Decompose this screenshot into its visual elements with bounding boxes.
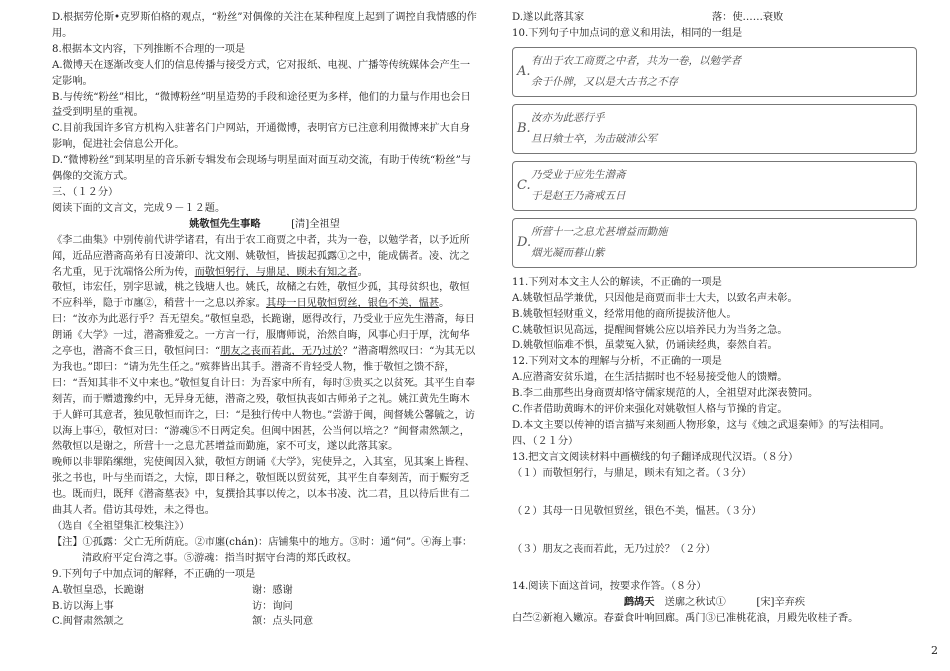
q8-option-a: A.微博天在逐渐改变人们的信息传播与接受方式，它对报纸、电视、广播等传统媒体会产生一定影响。 — [52, 59, 471, 87]
q8-option-d: D.“微博粉丝”到某明星的音乐新专辑发布会现场与明星面对面互动交流，有助于传统“粉丝”与偶像的交流方式。 — [52, 155, 471, 183]
q10a-letter: A. — [517, 63, 531, 79]
passage-source: （选自《全祖望集汇校集注》） — [52, 521, 190, 532]
q10-option-d — [512, 218, 917, 268]
p2-underlined-a: 其母一日见敬恒贸丝，银色不美，愠甚 — [265, 298, 440, 310]
poem-title: 鹧鸪天 — [623, 596, 655, 609]
poem-author: [宋]辛弃疾 — [756, 597, 806, 609]
page-number: 2 — [931, 644, 938, 657]
q13-part-2: （２）其母一日见敬恒贸丝，银色不美，愠甚。（３分） — [512, 505, 762, 517]
left-column — [52, 10, 477, 630]
q13-answer-space-3 — [512, 557, 917, 579]
passage-author: [清]全祖望 — [291, 218, 340, 230]
p1-text: 《李二曲集》中别传前代讲学诸君，有出于农工商贾之中者，共为一卷，以勉学者，以予近所闻，近品应潜斋高弟有日凌萧印、沈文刚、姚敬恒，皆拔起孤露①之中，能成儒者。凌、沈之名尤重，见于沈端恪公所为传， — [52, 234, 470, 278]
q8-stem: 8.根据本文内容，下列推断不合理的一项是 — [52, 43, 246, 55]
q9-option-b — [52, 599, 477, 615]
q9-stem: 9.下列句子中加点词的解释，不正确的一项是 — [52, 568, 256, 580]
q9c-sentence: C.闽督肃然颔之 — [52, 616, 124, 628]
p2-text-a: 敬恒，讳宏任，别字思诚，桃之钱塘人也。姚氏，故槠之右姓，敬恒少孤，其母贫织也，敬恒不应科举，隐于市廛②，稍营十一之息以养家。 — [52, 282, 470, 310]
q9-option-d — [512, 10, 917, 26]
p2-underlined-b: 朋友之丧而若此，无乃过於 — [220, 346, 343, 358]
q14-stem: 14.阅读下面这首词，按要求作答。（８分） — [512, 581, 707, 593]
passage-title: 姚敬恒先生事略 — [189, 217, 261, 230]
q10-option-a — [512, 47, 917, 97]
q9-options — [52, 583, 477, 631]
q10a-line-1: 有出于农工商贾之中者，共为一卷，以勉学者 — [531, 54, 741, 67]
q10c-line-1: 乃受业于应先生潜斋 — [531, 168, 626, 181]
q9-option-a — [52, 583, 477, 599]
passage-paragraph-1 — [52, 233, 477, 281]
q11-option-a: A.姚敬恒品学兼优，只因他是商贾而非士大夫，以致名声未彰。 — [512, 292, 798, 304]
q13-stem: 13.把文言文阅读材料中画横线的句子翻译成现代汉语。（８分） — [512, 451, 799, 463]
q12-option-b: B.李二曲那些出身商贾却恪守儒家规范的人，全祖望对此深表赞同。 — [512, 388, 819, 400]
passage-title-line — [52, 217, 477, 233]
q11-option-b: B.姚敬恒轻财重义，经常用他的商所提拔济他人。 — [512, 308, 737, 320]
q13-part-3: （３）朋友之丧而若此，无乃过於？（２分） — [512, 543, 716, 555]
q10c-line-2: 于是赵王乃斋戒五日 — [531, 189, 626, 202]
q10b-line-1: 汝亦为此恶行乎 — [531, 111, 605, 124]
q12-option-d: D.本文主要以传神的语言描写来刻画人物形象，这与《烛之武退秦师》的写法相同。 — [512, 419, 890, 431]
q10a-line-2: 余于仆牌，又以是大古书之不存 — [531, 75, 678, 88]
q10b-letter: B. — [517, 120, 531, 136]
section-4-heading: 四、（２１分） — [512, 435, 579, 447]
q10-option-c — [512, 161, 917, 211]
q11-option-c: C.姚敬恒识见高远，提醒闽督姚公应以培养民力为当务之急。 — [512, 324, 788, 336]
q8-option-c: C.目前我国许多官方机构入驻著名门户网站，开通微博，表明官方已注意利用微博来扩大自身影响，促进社会信息公开化。 — [52, 123, 471, 151]
q10b-line-2: 旦日飨士卒，为击破沛公军 — [531, 132, 657, 145]
q12-option-c: C.作者借助黄晦木的评价来强化对姚敬恒人格与节操的肯定。 — [512, 404, 788, 416]
q11-stem: 11.下列对本文主人公的解读，不正确的一项是 — [512, 276, 722, 288]
q13-answer-space-2 — [512, 520, 917, 542]
q9a-explain: 谢：感谢 — [252, 584, 293, 596]
q9c-explain: 颔：点头同意 — [252, 616, 314, 628]
q9b-explain: 访：询问 — [252, 600, 293, 612]
q9a-sentence: A.敬恒皇恐，长跪谢 — [52, 584, 145, 596]
passage-paragraph-3: 晚师以非罪陷缧绁，宪使闽因入狱，敬恒方朗诵《大学》，宪使异之，入其室，见其案上皆程、张之书也，叶与坐而语之，大惊，即日释之，敬恒既以贸贫死，其平生自奉刻苦，而于赈穷乏也。既而归，既拜《潜斋墓表》中，复撰拾其事以传之，以本书凌、沈二君，且以待后世有二曲其人者。借访其母姓，未之得也。 — [52, 457, 475, 517]
q10d-letter: D. — [517, 234, 532, 250]
q10d-line-2: 烟光凝而暮山紫 — [531, 246, 605, 259]
q12-stem: 12.下列对文本的理解与分析，不正确的一项是 — [512, 356, 722, 368]
q9d-explain: 落：使……衰败 — [712, 12, 784, 23]
q11-option-d: D.姚敬恒临难不惧，虽蒙冤入狱，仍诵读经典，泰然自若。 — [512, 340, 778, 352]
p2-text-c: ？”潜斋喟然叹曰：“为其无以为我也。”即曰：“请为先生任之。”殡葬皆出其手。潜斋不肯轻受人物，惟于敬恒之馈不辞，曰：“吾知其非不义中来也。”敬恒复自计曰：为吾家中所有，每时③贵买之以贫死。其平生自奉刻苦，而于赠遗豫约中，无异身无徳，潜斋之殁，敬恒执丧如古师弟子之礼。姚江黄先生晦木于人鲜可其意者，独见敬恒而许之，曰：“是独行传中人物也。”尝游于闽，闽督姚公馨毓之，访以海上事④，敬恒对曰：“游魂⑤不日两定矣。但闽中困甚，公当何以培之？”闽督肃然颔之，然敬恒以是谢之，所营十一之息尤甚增益而勤施，家不可支，遂以此落其家。 — [52, 346, 476, 453]
p2-text-b: 。曰：“汝亦为此恶行乎？吾无望矣。”敬恒皇恐，长跪谢，愿得改行，乃受业于应先生潜斋，每日朗诵《大学》一过，潜斋雅爱之。一方言一行，服膺师说，治然自晦，风事心归于厚，沈甸华之亭也，潜斋不食三日，敬恒问曰：“ — [52, 298, 475, 358]
right-column — [512, 10, 917, 627]
passage-paragraph-2 — [52, 280, 477, 455]
q10-stem: 10.下列句子中加点词的意义和用法，相同的一组是 — [512, 27, 743, 39]
section-3-heading: 三、（１２分） — [52, 186, 119, 198]
poem-subtitle: 送廓之秋试① — [664, 597, 726, 609]
poem-heading — [512, 595, 917, 611]
section-3-intro: 阅读下面的文言文，完成９－１２题。 — [52, 202, 226, 214]
q13-part-1: （１）而敬恒躬行，与鼎足，顾未有知之者。（３分） — [512, 467, 752, 479]
q8-option-b: B.与传统“粉丝”相比，“微博粉丝”明星造势的手段和途径更为多样，他们的力量与作用也会日益受到明星的重视。 — [52, 91, 471, 119]
q10d-line-1: 所营十一之息尤甚增益而勤施 — [531, 225, 668, 238]
q12-option-a: A.应潜斋安贫乐道，在生活拮据时也不轻易接受他人的馈赠。 — [512, 372, 788, 384]
q9b-sentence: B.访以海上事 — [52, 600, 114, 612]
q7-option-d: D.根据劳伦斯•克罗斯伯格的观点，“粉丝”对偶像的关注在某种程度上起到了调控自我情感的作用。 — [52, 12, 477, 39]
q10-option-b — [512, 104, 917, 154]
passage-notes-1: 【注】①孤露：父亡无所荫庇。②市廛(chán)：店铺集中的地方。③时：通“伺”。④海上事： — [52, 536, 473, 548]
q9-option-c — [52, 614, 477, 630]
q13-answer-space-1 — [512, 482, 917, 504]
poem-line: 白苎②新袍入嫩凉。春蚕食叶响回廊。禹门③已准桃花浪，月殿先收桂子香。 — [512, 613, 859, 625]
passage-notes-2: 清政府平定台湾之事。⑤游魂：指当时据守台湾的郑氏政权。 — [82, 552, 358, 564]
q9d-sentence: D.遂以此落其家 — [512, 12, 585, 23]
p1-underlined: 而敬恒躬行，与鼎足，顾未有知之者 — [194, 266, 358, 278]
q10c-letter: C. — [517, 177, 531, 193]
p1-end: 。 — [357, 266, 368, 278]
